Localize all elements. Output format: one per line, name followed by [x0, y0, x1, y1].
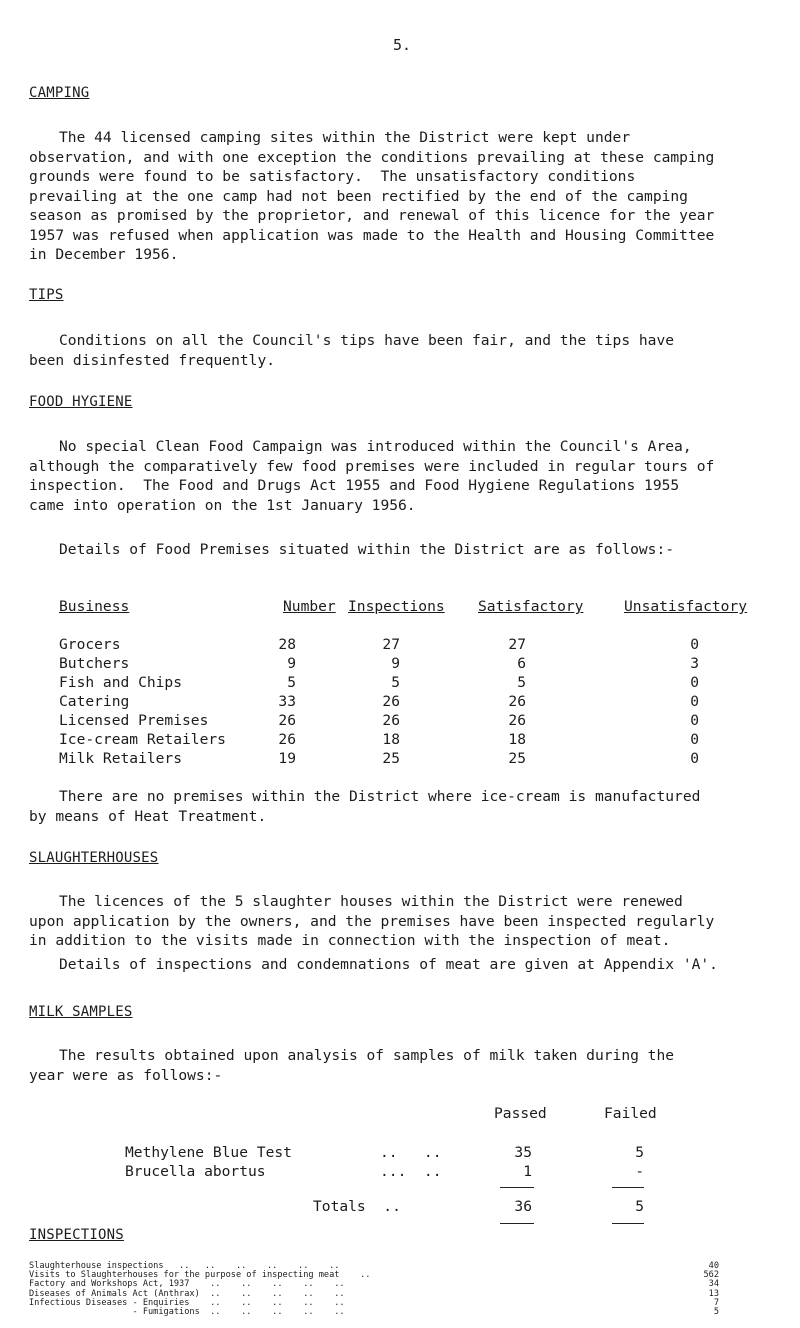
food-premises-intro: Details of Food Premises situated within the District are as follows:- — [59, 541, 675, 558]
header-number: Number — [283, 598, 336, 615]
inspection-label: Diseases of Animals Act (Anthrax) .. .. .. .. .. — [29, 1288, 345, 1299]
cell-satisfactory: 27 — [508, 636, 526, 653]
tips-line: Conditions on all the Council's tips have been fair, and the tips have — [59, 332, 675, 349]
milk-row-label: Methylene Blue Test — [125, 1144, 292, 1161]
cell-satisfactory: 26 — [508, 712, 526, 729]
camping-heading: CAMPING — [29, 85, 90, 101]
cell-inspections: 25 — [382, 750, 400, 767]
slaughterhouses-heading: SLAUGHTERHOUSES — [29, 850, 159, 866]
cell-unsatisfactory: 0 — [690, 636, 699, 653]
failed-total-rule — [612, 1223, 644, 1224]
camping-line: 1957 was refused when application was made to the Health and Housing Committee — [29, 226, 715, 244]
cell-business: Licensed Premises — [59, 712, 209, 729]
cell-business: Butchers — [59, 655, 130, 672]
header-unsatisfactory: Unsatisfactory — [624, 598, 748, 615]
camping-paragraph — [29, 128, 714, 265]
table-row — [0, 730, 800, 750]
list-item — [29, 1308, 769, 1328]
cell-business: Ice-cream Retailers — [59, 731, 226, 748]
milk-header-failed: Failed — [604, 1105, 657, 1122]
cell-business: Fish and Chips — [59, 674, 183, 691]
passed-total-rule — [500, 1223, 534, 1224]
failed-subtotal-rule — [612, 1187, 644, 1188]
slaughterhouses-line: in addition to the visits made in connection with the inspection of meat. — [29, 932, 671, 949]
cell-number: 33 — [278, 693, 296, 710]
camping-line: grounds were found to be satisfactory. The unsatisfactory conditions — [29, 168, 636, 185]
cell-unsatisfactory: 0 — [690, 731, 699, 748]
food-hygiene-line: came into operation on the 1st January 1956. — [29, 496, 416, 514]
camping-line: in December 1956. — [29, 246, 179, 263]
cell-number: 19 — [278, 750, 296, 767]
inspection-value: 34 — [708, 1279, 719, 1290]
inspection-label: Slaughterhouse inspections .. .. .. .. .. .. — [29, 1261, 340, 1271]
cell-unsatisfactory: 0 — [690, 693, 699, 710]
ice-cream-paragraph — [29, 787, 700, 826]
inspection-value: 5 — [713, 1307, 719, 1317]
cell-number: 26 — [278, 731, 296, 748]
inspection-value: 13 — [708, 1288, 719, 1299]
table-row — [0, 749, 800, 769]
inspection-value: 40 — [708, 1261, 719, 1271]
tips-heading: TIPS — [29, 287, 64, 303]
table-row — [0, 692, 800, 712]
inspection-label: Visits to Slaughterhouses for the purpose of inspecting meat .. — [29, 1270, 371, 1281]
milk-row-failed: 5 — [635, 1144, 644, 1161]
header-business: Business — [59, 598, 130, 615]
milk-header-passed: Passed — [494, 1105, 547, 1122]
cell-inspections: 27 — [382, 636, 400, 653]
food-hygiene-line: although the comparatively few food premises were included in regular tours of — [29, 457, 715, 475]
inspection-label: Factory and Workshops Act, 1937 .. .. .. .. .. — [29, 1279, 345, 1290]
cell-inspections: 26 — [382, 712, 400, 729]
table-row — [0, 673, 800, 693]
cell-business: Grocers — [59, 636, 121, 653]
camping-line: The 44 licensed camping sites within the District were kept under — [59, 129, 631, 146]
cell-satisfactory: 6 — [517, 655, 526, 672]
appendix-reference: Details of inspections and condemnations of meat are given at Appendix 'A'. — [59, 956, 718, 973]
slaughterhouses-paragraph — [29, 892, 714, 951]
milk-row-passed: 35 — [514, 1144, 532, 1161]
cell-unsatisfactory: 0 — [690, 674, 699, 691]
milk-row-dots: ... .. — [380, 1163, 442, 1180]
cell-inspections: 9 — [391, 655, 400, 672]
cell-satisfactory: 5 — [517, 674, 526, 691]
milk-row-failed: - — [635, 1163, 644, 1180]
page-number: 5. — [393, 36, 412, 54]
food-hygiene-heading: FOOD HYGIENE — [29, 394, 133, 410]
tips-line: been disinfested frequently. — [29, 351, 276, 369]
cell-unsatisfactory: 0 — [690, 712, 699, 729]
tips-paragraph — [29, 331, 674, 370]
cell-number: 5 — [287, 674, 296, 691]
food-hygiene-paragraph — [29, 437, 714, 515]
table-row — [0, 654, 800, 674]
milk-row-dots: .. .. — [380, 1144, 442, 1161]
cell-unsatisfactory: 3 — [690, 655, 699, 672]
ice-cream-line: by means of Heat Treatment. — [29, 807, 267, 825]
food-hygiene-line: inspection. The Food and Drugs Act 1955 and Food Hygiene Regulations 1955 — [29, 477, 680, 494]
cell-inspections: 5 — [391, 674, 400, 691]
cell-satisfactory: 26 — [508, 693, 526, 710]
milk-row-passed: 1 — [523, 1163, 532, 1180]
milk-samples-paragraph — [29, 1046, 674, 1085]
milk-totals-passed: 36 — [514, 1198, 532, 1215]
header-satisfactory: Satisfactory — [478, 598, 584, 615]
food-hygiene-line: No special Clean Food Campaign was introduced within the Council's Area, — [59, 438, 692, 455]
milk-samples-line: year were as follows:- — [29, 1066, 223, 1084]
slaughterhouses-line: The licences of the 5 slaughter houses within the District were renewed — [59, 893, 683, 910]
camping-line: season as promised by the proprietor, and renewal of this licence for the year — [29, 207, 715, 224]
header-inspections: Inspections — [348, 598, 445, 615]
cell-inspections: 18 — [382, 731, 400, 748]
inspections-heading: INSPECTIONS — [29, 1227, 124, 1243]
cell-number: 28 — [278, 636, 296, 653]
cell-satisfactory: 18 — [508, 731, 526, 748]
inspection-label: Infectious Diseases - Enquiries .. .. .. .. .. — [29, 1297, 345, 1308]
milk-samples-heading: MILK SAMPLES — [29, 1004, 133, 1020]
cell-satisfactory: 25 — [508, 750, 526, 767]
cell-number: 9 — [287, 655, 296, 672]
inspection-value: 7 — [713, 1297, 719, 1308]
table-row — [0, 635, 800, 655]
milk-totals-label: Totals .. — [313, 1198, 401, 1215]
cell-business: Catering — [59, 693, 130, 710]
inspection-label: - Fumigations .. .. .. .. .. — [29, 1307, 345, 1317]
camping-line: prevailing at the one camp had not been rectified by the end of the camping — [29, 187, 688, 205]
camping-line: observation, and with one exception the conditions prevailing at these camping — [29, 148, 715, 166]
inspection-value: 562 — [703, 1270, 719, 1281]
cell-unsatisfactory: 0 — [690, 750, 699, 767]
cell-number: 26 — [278, 712, 296, 729]
table-row — [0, 711, 800, 731]
ice-cream-line: There are no premises within the District where ice-cream is manufactured — [59, 788, 701, 805]
food-premises-table-header — [0, 597, 800, 617]
milk-totals-failed: 5 — [635, 1198, 644, 1215]
passed-subtotal-rule — [500, 1187, 534, 1188]
slaughterhouses-line: upon application by the owners, and the premises have been inspected regularly — [29, 912, 715, 930]
cell-business: Milk Retailers — [59, 750, 183, 767]
cell-inspections: 26 — [382, 693, 400, 710]
milk-samples-line: The results obtained upon analysis of samples of milk taken during the — [59, 1047, 675, 1064]
milk-row-label: Brucella abortus — [125, 1163, 266, 1180]
